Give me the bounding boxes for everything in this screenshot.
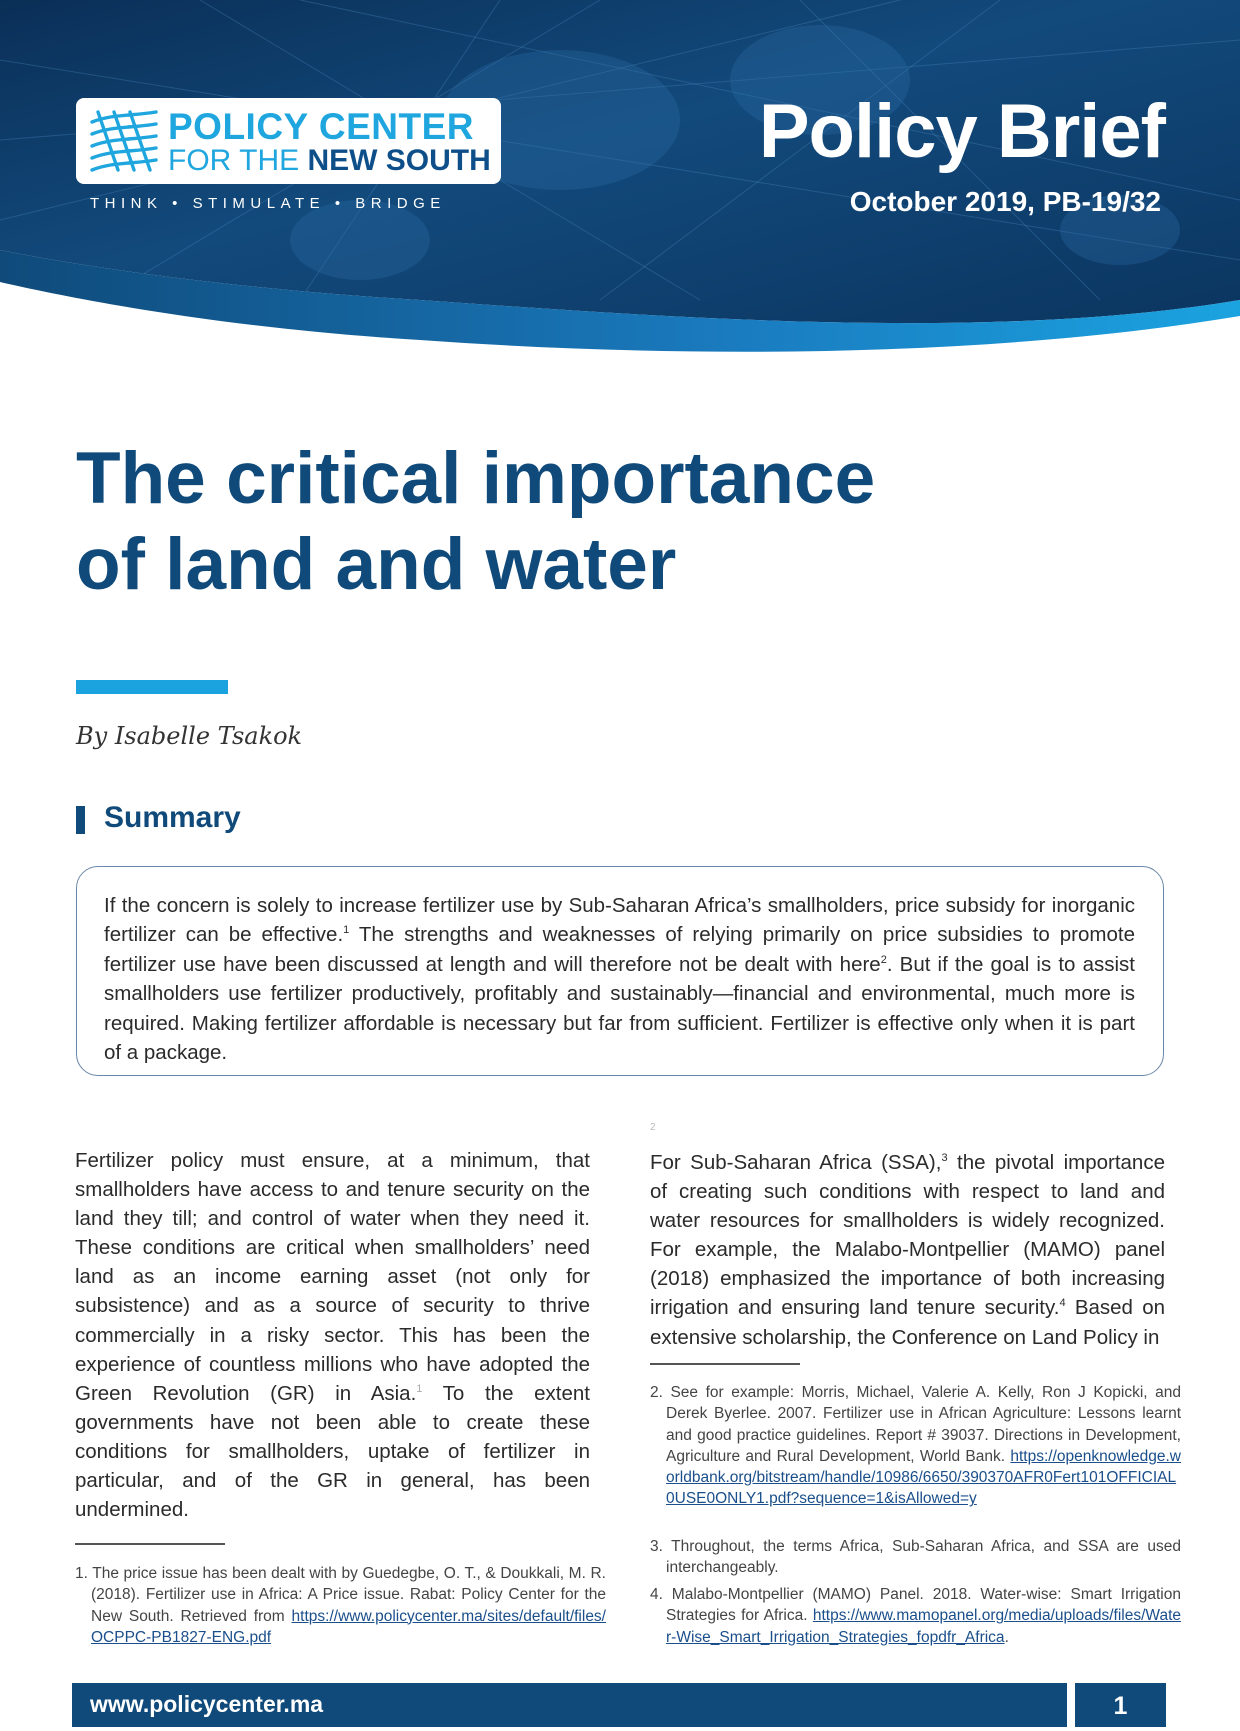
footnote-2-link[interactable]: https://openknowledge.worldbank.org/bitstream/handle/10986/6650/390370AFR0Fert101OFFICIAL0USE0ONLY1.pdf?sequence=1&isAllowed=y [666, 1447, 1181, 1508]
logo-line-2 [168, 144, 491, 178]
stray-footnote-mark: 2 [650, 1122, 656, 1133]
globe-grid-logo-icon [88, 108, 160, 174]
summary-box [76, 866, 1164, 1076]
logo-line-2-b: NEW SOUTH [307, 144, 491, 177]
title-line-1: The critical importance [76, 438, 876, 519]
summary-text-part-2: The strengths and weaknesses of relying primarily on price subsidies to promote fertilizer use have been discussed at length and will therefore not be dealt with here [104, 923, 1135, 976]
body-left-column [75, 1146, 590, 1524]
body-right-column [650, 1148, 1165, 1352]
footnote-ref-1-body[interactable]: 1 [416, 1382, 423, 1395]
footnote-ref-2[interactable]: 2 [880, 953, 887, 966]
body-right-text-1: For Sub-Saharan Africa (SSA), [650, 1151, 942, 1174]
logo[interactable] [76, 98, 501, 184]
summary-text-part-1: If the concern is solely to increase fertilizer use by Sub-Saharan Africa’s smallholders, price subsidy for inorganic fertilizer can be effective. [104, 894, 1135, 947]
footnote-1-link[interactable]: https://www.policycenter.ma/sites/default/files/OCPPC-PB1827-ENG.pdf [91, 1607, 606, 1646]
logo-line-2-a: FOR THE [168, 144, 308, 177]
summary-heading-marker [76, 806, 85, 834]
summary-heading: Summary [104, 801, 241, 834]
page-number: 1 [1075, 1683, 1166, 1727]
body-right-text-2: the pivotal importance of creating such conditions with respect to land and water resources for smallholders is widely recognized. For example, the Malabo-Montpellier (MAMO) panel (2018) emphasized the importance of both increasing irrigation and ensuring land tenure security. [650, 1151, 1165, 1320]
summary-text [104, 891, 1135, 1067]
body-left-text-2: To the extent governments have not been able to create these conditions for smallholders, uptake of fertilizer in particular, and of the GR in general, has been undermined. [75, 1381, 590, 1522]
footnote-ref-3[interactable]: 3 [941, 1152, 948, 1165]
document-date-reference: October 2019, PB-19/32 [849, 186, 1161, 217]
page-title [76, 436, 976, 608]
footnote-4-end: . [1004, 1628, 1009, 1646]
summary-text-part-3: . But if the goal is to assist smallholders use fertilizer productively, profitably and sustainably—financial and environmental, much more is required. Making fertilizer affordable is necessary but far from sufficient. Fertilizer is effective only when it is part of a package. [104, 952, 1135, 1065]
footnote-1-text: 1. The price issue has been dealt with by Guedegbe, O. T., & Doukkali, M. R. (2018). Fertilizer use in Africa: A Price issue. Rabat: Policy Center for the New South. Retrieved from [75, 1565, 606, 1625]
footnote-3 [650, 1536, 1181, 1579]
document-type: Policy Brief [758, 89, 1165, 174]
footnote-4-text: 4. Malabo-Montpellier (MAMO) Panel. 2018. Water-wise: Smart Irrigation Strategies for Africa. [650, 1586, 1181, 1625]
logo-line-1: POLICY CENTER [168, 106, 474, 147]
tagline: THINK • STIMULATE • BRIDGE [90, 195, 446, 212]
footnote-1 [75, 1563, 606, 1648]
footnote-ref-1[interactable]: 1 [343, 924, 350, 937]
footnote-divider-left [75, 1543, 225, 1545]
footnote-divider-right [650, 1363, 800, 1365]
footnote-4-link[interactable]: https://www.mamopanel.org/media/uploads/files/Water-Wise_Smart_Irrigation_Strategies_fopdfr_Africa [666, 1607, 1181, 1646]
body-left-text-1: Fertilizer policy must ensure, at a minimum, that smallholders have access to and tenure security on the land they till; and control of water when they need it. These conditions are critical when smallholders’ need land as an income earning asset (not only for subsistence) and as a source of security to thrive commercially in a risky sector. This has been the experience of countless millions who have adopted the Green Revolution (GR) in Asia. [75, 1149, 590, 1405]
footnote-2 [650, 1382, 1181, 1510]
header-banner [0, 0, 1240, 370]
footnote-2-text: 2. See for example: Morris, Michael, Valerie A. Kelly, Ron J Kopicki, and Derek Byerlee. 2007. Fertilizer use in African Agriculture: Lessons learnt and good practice guidelines. Report # 39037. Directions in Development, Agriculture and Rural Development, World Bank. [650, 1384, 1181, 1465]
footnote-4 [650, 1584, 1181, 1648]
body-right-text-3: Based on extensive scholarship, the Conference on Land Policy in [650, 1296, 1166, 1349]
footnote-ref-4[interactable]: 4 [1059, 1297, 1066, 1310]
footnote-3-text: 3. Throughout, the terms Africa, Sub-Saharan Africa, and SSA are used interchangeably. [650, 1538, 1181, 1577]
footer-website-link[interactable]: www.policycenter.ma [90, 1691, 324, 1717]
title-divider [76, 680, 228, 694]
author-byline: By Isabelle Tsakok [76, 722, 303, 750]
title-line-2: of land and water [76, 524, 677, 605]
